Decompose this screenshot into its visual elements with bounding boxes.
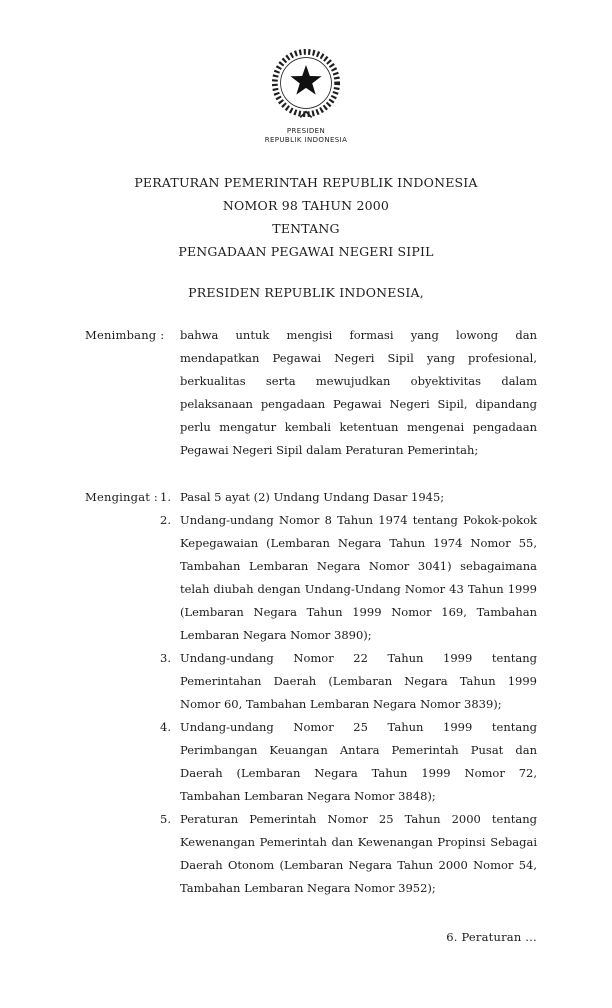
item-number: 5. — [160, 812, 171, 826]
list-item — [160, 716, 537, 808]
title-line-regulation: PERATURAN PEMERINTAH REPUBLIK INDONESIA — [134, 175, 478, 190]
emblem-caption-line2: REPUBLIK INDONESIA — [264, 136, 348, 144]
mengingat-label: Mengingat : — [85, 490, 159, 504]
section-menimbang — [85, 324, 537, 462]
list-item — [160, 647, 537, 716]
title-line-subject: PENGADAAN PEGAWAI NEGERI SIPIL — [178, 244, 434, 259]
item-text: Undang-undang Nomor 25 Tahun 1999 tentang Perimbangan Keuangan Antara Pemerintah Pusat dan Daerah (Lembaran Negara Tahun 1999 Nomor 72, Tambahan Lembaran Negara Nomor 3848); — [180, 720, 537, 803]
presidential-star-wreath-icon — [265, 42, 347, 124]
list-item — [160, 808, 537, 900]
item-number: 2. — [160, 513, 171, 527]
mengingat-list — [160, 486, 537, 900]
emblem-caption — [0, 127, 612, 145]
title-line-number: NOMOR 98 TAHUN 2000 — [222, 198, 390, 213]
item-number: 4. — [160, 720, 171, 734]
item-text: Undang-undang Nomor 8 Tahun 1974 tentang Pokok-pokok Kepegawaian (Lembaran Negara Tahun 1974 Nomor 55, Tambahan Lembaran Negara Nomor 3041) sebagaimana telah diubah dengan Undang-Undang Nomor 43 Tahun 1999 (Lembaran Negara Tahun 1999 Nomor 169, Tambahan Lembaran Negara Nomor 3890); — [180, 513, 537, 642]
document-body — [85, 324, 537, 900]
list-item — [160, 486, 537, 509]
item-number: 3. — [160, 651, 171, 665]
emblem-caption-line1: PRESIDEN — [286, 127, 326, 135]
item-text: Peraturan Pemerintah Nomor 25 Tahun 2000 tentang Kewenangan Pemerintah dan Kewenangan Propinsi Sebagai Daerah Otonom (Lembaran Negara Tahun 2000 Nomor 54, Tambahan Lembaran Negara Nomor 3952); — [180, 812, 537, 895]
catchword: 6. Peraturan … — [446, 930, 537, 944]
salutation: PRESIDEN REPUBLIK INDONESIA, — [188, 285, 424, 300]
item-number: 1. — [160, 490, 171, 504]
list-item — [160, 509, 537, 647]
national-emblem — [0, 0, 612, 145]
menimbang-label: Menimbang : — [85, 328, 165, 342]
document-title — [0, 171, 612, 263]
item-text: Pasal 5 ayat (2) Undang Undang Dasar 1945; — [180, 490, 445, 504]
menimbang-text: bahwa untuk mengisi formasi yang lowong dan mendapatkan Pegawai Negeri Sipil yang profesional, berkualitas serta mewujudkan obyektivitas dalam pelaksanaan pengadaan Pegawai Negeri Sipil, dipandang perlu mengatur kembali ketentuan mengenai pengadaan Pegawai Negeri Sipil dalam Peraturan Pemerintah; — [180, 328, 537, 457]
title-line-tentang: TENTANG — [272, 221, 340, 236]
section-mengingat — [85, 486, 537, 900]
item-text: Undang-undang Nomor 22 Tahun 1999 tentang Pemerintahan Daerah (Lembaran Negara Tahun 1999 Nomor 60, Tambahan Lembaran Negara Nomor 3839); — [180, 651, 537, 711]
